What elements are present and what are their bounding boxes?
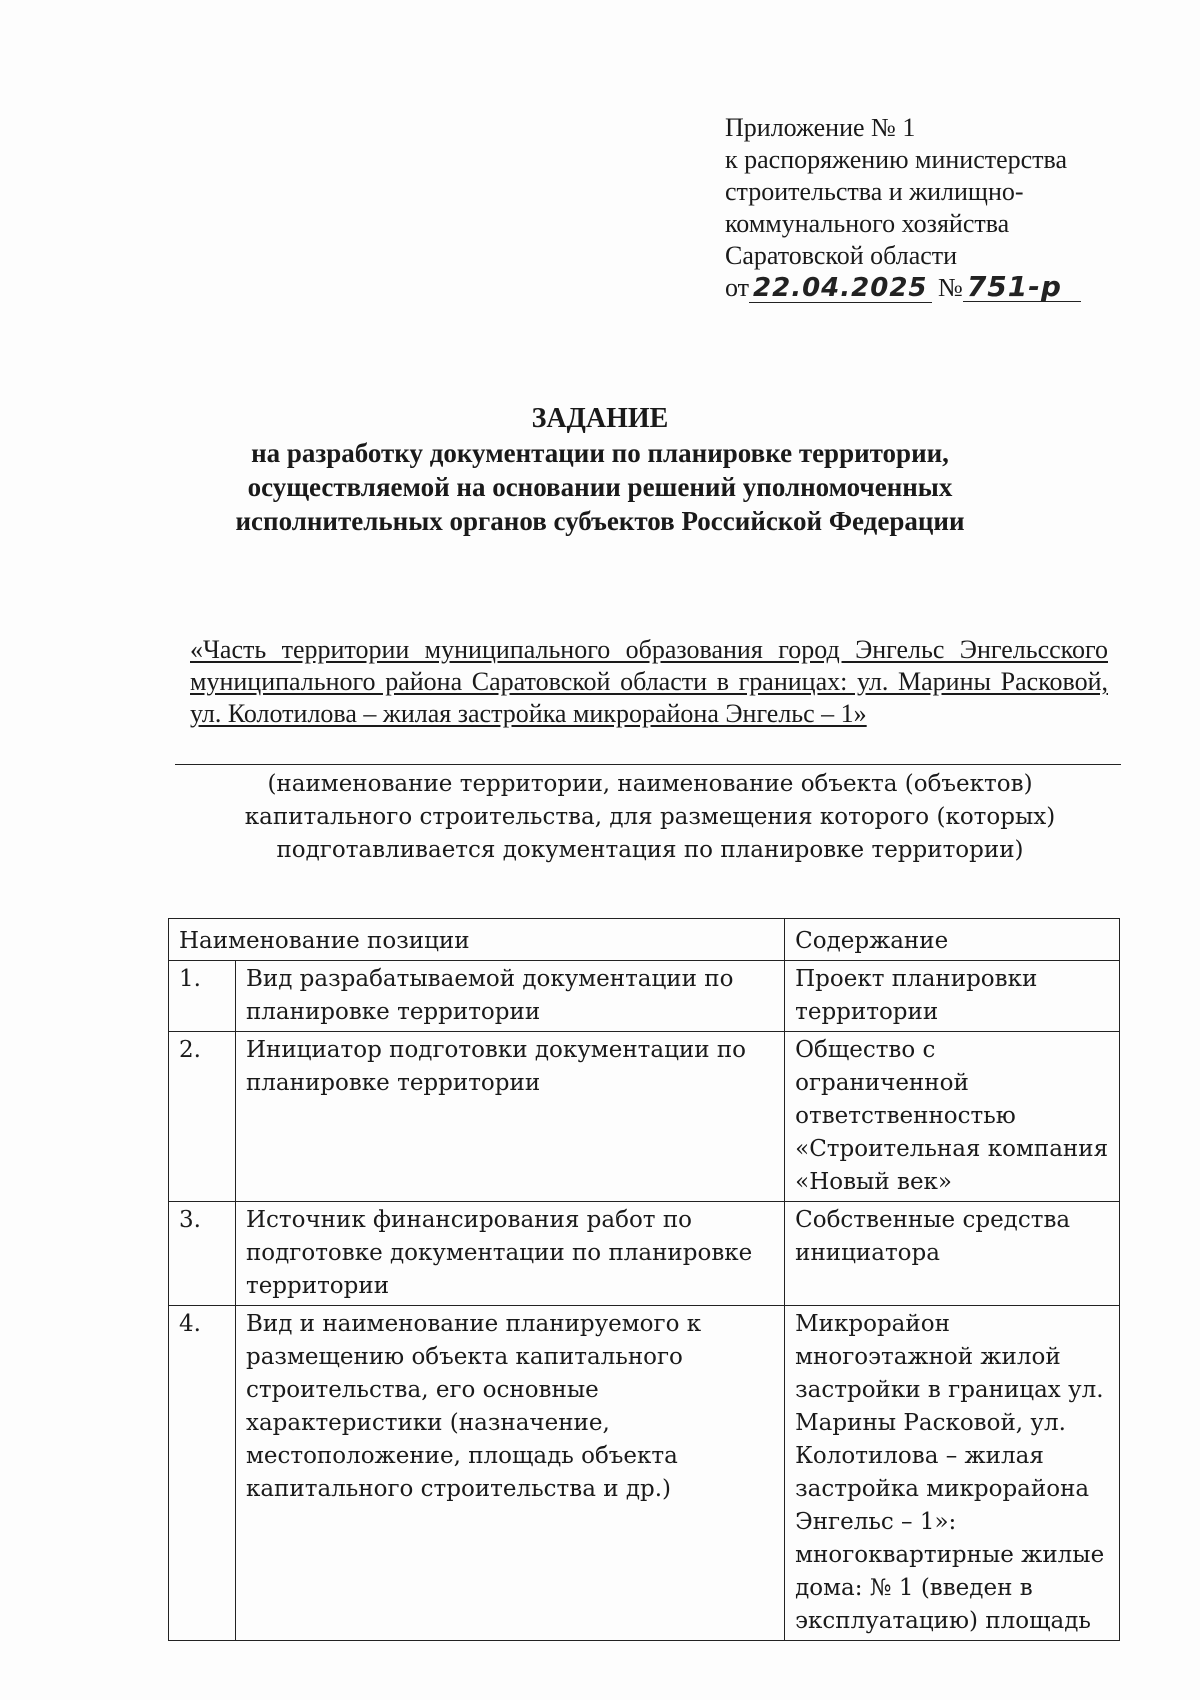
appendix-line-3: строительства и жилищно- <box>725 177 1024 206</box>
handwritten-date: 22.04.2025 <box>749 274 931 303</box>
caption-line-3: подготавливается документация по планировке территории) <box>276 837 1024 863</box>
row-content: Проект планировки территории <box>785 961 1120 1032</box>
document-title: ЗАДАНИЕ <box>531 403 669 434</box>
table-row <box>169 1306 1120 1641</box>
row-position-name: Вид и наименование планируемого к размещению объекта капитального строительства, его основные характеристики (назначение, местоположение, площадь объекта капитального строительства и др.) <box>235 1306 784 1641</box>
row-number: 1. <box>169 961 236 1032</box>
row-content: Микрорайон многоэтажной жилой застройки в границах ул. Марины Расковой, ул. Колотилова – жилая застройка микрорайона Энгельс – 1»: многоквартирные жилые дома: № 1 (введен в эксплуатацию) площадь <box>785 1306 1120 1641</box>
header-position: Наименование позиции <box>169 919 785 961</box>
row-number: 4. <box>169 1306 236 1641</box>
appendix-line-4: коммунального хозяйства <box>725 209 1010 238</box>
date-prefix: от <box>725 273 750 302</box>
table-header-row <box>169 919 1120 961</box>
appendix-date-line <box>725 272 1125 304</box>
table-row <box>169 961 1120 1032</box>
row-content: Собственные средства инициатора <box>785 1202 1120 1306</box>
caption-line-2: капитального строительства, для размещения которого (которых) <box>244 804 1056 830</box>
appendix-line-1: Приложение № 1 <box>725 113 916 142</box>
territory-caption <box>170 768 1130 867</box>
row-number: 2. <box>169 1032 236 1202</box>
title-line-1: на разработку документации по планировке территории, <box>251 438 949 468</box>
row-position-name: Инициатор подготовки документации по планировке территории <box>235 1032 784 1202</box>
row-position-name: Источник финансирования работ по подготовке документации по планировке территории <box>235 1202 784 1306</box>
document-title-block <box>150 402 1050 538</box>
title-line-3: исполнительных органов субъектов Российской Федерации <box>235 506 965 536</box>
territory-name: «Часть территории муниципального образования город Энгельс Энгельсского муниципального района Саратовской области в границах: ул. Марины Расковой, ул. Колотилова – жилая застройка микрорайона Энгельс – 1» <box>190 635 1108 728</box>
appendix-line-5: Саратовской области <box>725 241 958 270</box>
title-line-2: осуществляемой на основании решений уполномоченных <box>247 472 953 502</box>
territory-underline-rule <box>175 764 1121 765</box>
handwritten-number: 751-р <box>963 273 1081 302</box>
appendix-line-2: к распоряжению министерства <box>725 145 1068 174</box>
number-prefix: № <box>938 273 963 302</box>
header-content: Содержание <box>785 919 1120 961</box>
row-number: 3. <box>169 1202 236 1306</box>
task-table <box>168 918 1120 1641</box>
appendix-block <box>725 112 1125 304</box>
row-content: Общество с ограниченной ответственностью «Строительная компания «Новый век» <box>785 1032 1120 1202</box>
row-position-name: Вид разрабатываемой документации по планировке территории <box>235 961 784 1032</box>
caption-line-1: (наименование территории, наименование объекта (объектов) <box>267 771 1033 797</box>
table-row <box>169 1032 1120 1202</box>
table-row <box>169 1202 1120 1306</box>
